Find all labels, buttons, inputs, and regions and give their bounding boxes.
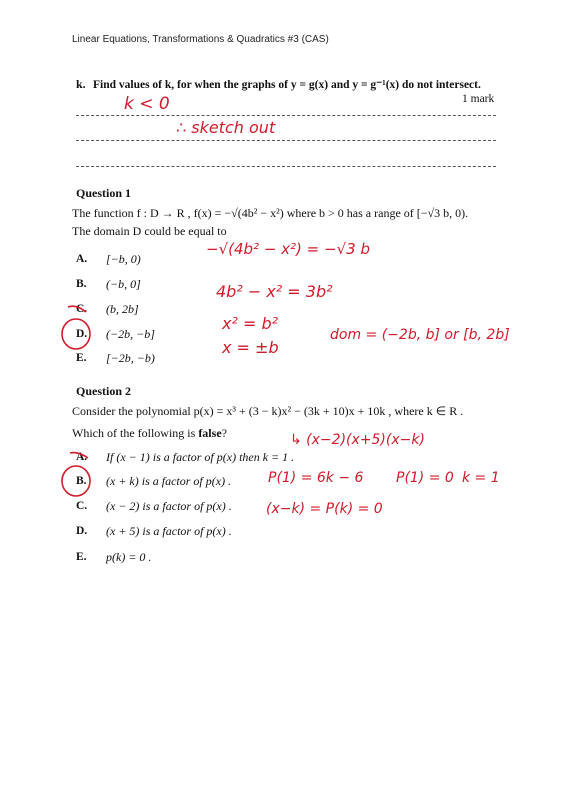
q2-option-a-text: If (x − 1) is a factor of p(x) then k = 1 . [106,450,295,464]
q2-option-c-text: (x − 2) is a factor of p(x) . [106,499,232,513]
q1-option-e-text: [−2b, −b) [106,351,155,365]
question-1-stem-2: The domain D could be equal to [72,224,227,238]
q2-option-b-label: B. [76,475,87,487]
q2-work-1: P(1) = 6k − 6 [268,470,364,486]
q1-option-d-label: D. [76,328,88,340]
part-k-question: Find values of k, for when the graphs of y = g(x) and y = g⁻¹(x) do not intersect. [93,79,481,91]
q1-option-d-circle [62,319,90,349]
q1-work-line-2: 4b² − x² = 3b² [216,282,333,301]
part-k-marks: 1 mark [462,93,495,105]
q2-option-d-label: D. [76,525,88,537]
q1-option-a-text: [−b, 0) [106,252,141,266]
q1-option-b-label: B. [76,278,87,290]
q2-work-3: k = 1 [462,470,500,486]
q1-work-line-3: x² = b² [222,314,279,333]
q2-option-a-cross-mark [70,453,88,458]
q2-option-d-text: (x + 5) is a factor of p(x) . [106,524,232,538]
q1-option-e-label: E. [76,352,87,364]
q2-option-c-label: C. [76,500,88,512]
q2-work-4: (x−k) = P(k) = 0 [266,501,383,517]
q1-work-line-4: x = ±b [222,338,279,357]
q1-option-c-label: C. [76,303,88,315]
handwritten-answer-k: k < 0 [124,94,170,114]
question-2-stem-2: Which of the following is false? [72,426,227,440]
q2-work-2: P(1) = 0 [396,470,454,486]
q2-option-e-text: p(k) = 0 . [106,550,152,564]
question-1-stem: The function f : D → R , f(x) = −√(4b² − x²) where b > 0 has a range of [−√3 b, 0). [72,206,469,220]
q1-option-a-label: A. [76,253,88,265]
q2-option-a-label: A. [76,451,88,463]
question-1-title: Question 1 [76,186,132,200]
q1-option-b-text: (−b, 0] [106,277,141,291]
q1-option-c-cross-mark [68,306,86,312]
q1-work-line-1: −√(4b² − x²) = −√3 b [206,240,370,258]
question-2-stem: Consider the polynomial p(x) = x³ + (3 − k)x² − (3k + 10)x + 10k , where k ∈ R . [72,404,464,418]
part-k-label: k. [76,77,86,91]
q1-domain-note: dom = (−2b, b] or [b, 2b] [330,327,510,343]
q1-option-c-text: (b, 2b] [106,302,139,316]
handwritten-sketch-note: ∴ sketch out [176,118,276,137]
question-2-title: Question 2 [76,384,132,398]
q2-option-e-label: E. [76,551,87,563]
q2-option-b-circle [62,466,90,496]
document-header: Linear Equations, Transformations & Quadratics #3 (CAS) [72,34,329,45]
q2-factor-note: ↳ (x−2)(x+5)(x−k) [290,432,425,448]
q2-option-b-text: (x + k) is a factor of p(x) . [106,474,232,488]
q1-option-d-text: (−2b, −b] [106,327,155,341]
